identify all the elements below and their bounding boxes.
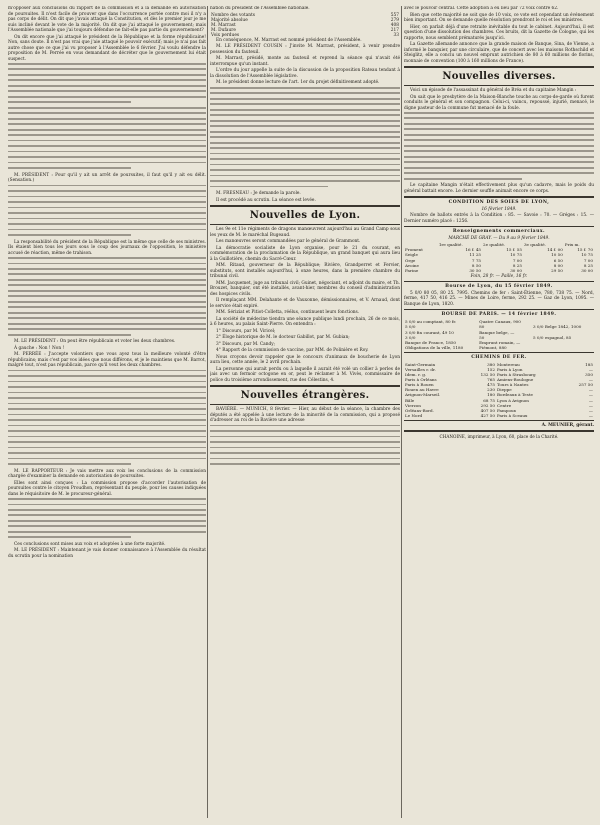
table-cell: Paris à Rouen xyxy=(405,382,434,388)
paragraph: Nombre de ballots entrés à la Condition : 85. — Savoie : 70. — Gréges : 15. — Dernier numéro placé : 1256. xyxy=(404,213,594,224)
table-cell: Obligations de la ville, 1180 xyxy=(405,344,464,350)
column-middle xyxy=(210,6,400,818)
table-cell: Vierzon xyxy=(405,402,421,408)
paragraph: 5 0/0 80 05, 80 25. 7995. Chemins de fer : Saint-Étienne, 780, 738 75. — Nord, ferme, 417 50, 416 25. — Mines de Loire, ferme, 292 25. — Gaz de Lyon, 1095. — Banque de Lyon, 1820. xyxy=(404,290,594,307)
paragraph: MM. Ritaud, gouverneur de la République; Rivière, Grandperret et Fervier, substituts, sont installés aujourd'hui, à onze heures, dans la première chambre du tribunal civil. xyxy=(210,263,400,280)
section-heading-etrangeres: Nouvelles étrangères. xyxy=(240,390,370,402)
table-cell: Centre xyxy=(496,402,512,408)
paragraph: M. LE PRÉSIDENT : On peut être républicain et voter les deux chambres. xyxy=(14,339,176,345)
paragraph: Nous croyons devoir rappeler que le concours d'animaux de boucherie de Lyon aura lieu, cette année, le 2 avril prochain. xyxy=(210,354,400,366)
table-cell: 152 xyxy=(487,367,495,373)
paragraph: Elles sont ainsi conçues : La commission propose d'accorder l'autorisation de poursuites contre le citoyen Proudhon, représentant du peuple, pour les causes indiquées dans le réquisitoire de M. le procureur-général. xyxy=(8,480,206,497)
section-divider xyxy=(404,66,594,68)
column-divider xyxy=(207,6,208,818)
table-cell: M. Dufaure xyxy=(211,27,236,33)
table-cell: 180 xyxy=(487,392,495,398)
table-cell: 29 50 xyxy=(551,267,563,273)
section-divider xyxy=(210,224,400,225)
table-cell: 765 xyxy=(487,377,495,383)
table-cell: 33 xyxy=(393,32,399,38)
paragraph: 2° Éloge historique de M. le docteur Gabillot, par M. Gubian; xyxy=(216,335,350,341)
column-right xyxy=(404,6,594,818)
table-cell: Paris à Strasbourg xyxy=(496,372,536,378)
table-cell: — xyxy=(588,407,593,413)
paragraph: Hier, on parlait déjà d'une retraite inévitable du tout le cabinet. Aujourd'hui, il est question d'une dissolution des chambres. Ces bruits, dit la Gazette de Cologne, qui les rapporte, nous semblent prématurés jusqu'ici. xyxy=(404,24,594,41)
table-cell: Banque belge, — xyxy=(479,329,515,335)
paragraph: m'opposer aux conclusions du rapport de la commission et à la demande en autorisation de poursuites. Il n'est facile de prouver que dans l'occurrence portée contre moi il n'y a pas corps de délit. On dit que j'avais attaqué la Constitution, et dès le premier jour je me suis incliné devant le vote de la majorité. On dit que j'ai attaqué le gouvernement; mais l'Assemblée nationale que j'ai toujours défendue ne fait-elle pas partie du gouvernement? xyxy=(8,6,206,33)
paragraph: M. PRÉSIDENT : Pour qu'il y ait un arrêt de poursuites, il faut qu'il y ait eu délit. (Sensation.) xyxy=(8,172,206,184)
table-cell: Paris à Lyon xyxy=(496,367,523,373)
table-cell: 7 75 xyxy=(471,257,482,263)
table-cell: 5 0/0 espagnol, 85 xyxy=(533,334,572,340)
vote-results-table xyxy=(210,13,400,38)
section-divider xyxy=(210,404,400,405)
table-cell: 16 f. 45 xyxy=(465,247,482,253)
table-cell: Farine xyxy=(405,267,419,273)
table-cell: Versailles r. dr. xyxy=(405,367,436,373)
paragraph: On sait que le presbytère de la Maison-Blanche touche au corps-de-garde où furent conduits le général et son compagnon. Celui-ci, vaincu, repoussé, injurié, menacé, le digne pasteur de la commune fut menacé de la foule. xyxy=(404,94,594,111)
column-divider xyxy=(401,6,402,818)
table-cell: Montereau xyxy=(496,361,520,367)
table-cell: 11 25 xyxy=(469,252,482,258)
continued-text xyxy=(8,63,206,169)
table-cell: Orge xyxy=(405,257,416,263)
section-divider xyxy=(404,309,594,310)
table-cell: 30 00 xyxy=(581,267,593,273)
paragraph: M. LE PRÉSIDENT : Maintenant je vais donner connaissance à l'Assemblée du résultat du scrutin pour la nomination xyxy=(8,548,206,559)
section-divider xyxy=(404,85,594,86)
table-cell: 10 75 xyxy=(581,252,593,258)
bourse-lyon-heading: Bourse de Lyon, du 15 février 1849. xyxy=(445,283,553,289)
paragraph: À gauche : Non ! Non ! xyxy=(14,345,65,351)
table-cell: Voix perdues xyxy=(211,32,240,38)
table-cell: 68 75 xyxy=(483,397,495,403)
market-subheading: MARCHÉ DE GRAY. — Du 9 au 9 février 1849. xyxy=(448,236,550,242)
table-cell: Amiens-Boulogne xyxy=(496,377,534,383)
paragraph: 4° Rapport de la commission de vaccine, par MM. de Polinière et Roy. xyxy=(216,348,369,354)
table-cell: 7 00 xyxy=(583,257,593,263)
section-divider xyxy=(404,430,594,432)
table-cell: 30 50 xyxy=(469,267,482,273)
table-cell: 230 xyxy=(487,387,495,393)
table-cell: Banque de France, 1850 xyxy=(405,339,457,345)
table-cell: Quatre Canaux, 900 xyxy=(479,319,521,325)
commerce-heading: Renseignements commerciaux. xyxy=(452,229,546,235)
fodder-note: Foin, 28 fr. — Paille, 16 fr. xyxy=(470,273,528,279)
continued-text xyxy=(8,370,206,465)
bourse-row xyxy=(404,345,594,350)
table-cell: Tours à Nantes xyxy=(496,382,529,388)
table-cell: 407 50 xyxy=(480,407,495,413)
signature: A. MEUNIER, gérant. xyxy=(541,422,594,428)
paragraph: La société de médecine tiendra une séance publique lundi prochain, 26 de ce mois, à 6 heures, au palais Saint-Pierre. On entendra : xyxy=(210,316,400,328)
table-cell: 132 50 xyxy=(480,372,495,378)
table-cell: 5 0/0 xyxy=(405,324,416,330)
table-cell: Avignon-Marseil. xyxy=(405,392,441,398)
table-cell: Piémont, 880 xyxy=(479,344,507,350)
railway-row xyxy=(404,413,594,418)
table-cell: Seigle xyxy=(405,252,418,258)
table-cell: 3 0/0 xyxy=(405,334,416,340)
paragraph: Les manœuvres seront commandées par le général de Grammont. xyxy=(216,239,361,245)
section-divider xyxy=(404,226,594,227)
paragraph: avec le pouvoir central. Cette adoption a eu lieu par 72 voix contre 62. xyxy=(404,6,559,11)
section-divider xyxy=(210,205,400,207)
table-cell: 2e qualité. xyxy=(483,242,506,248)
continued-text xyxy=(8,185,206,236)
paragraph: La personne qui aurait perdu ou à laquelle il aurait été volé un collier à perles de jais avec un fermoir octogone en or, peut le réclamer à M. Vivès, commissaire de police du troisième arrondissement, rue des Célestins, 4. xyxy=(210,366,400,383)
table-cell: Bâle xyxy=(405,397,415,403)
table-cell: 217 xyxy=(390,27,399,33)
table-cell: 8 25 xyxy=(583,262,593,268)
table-cell: 292 50 xyxy=(480,402,495,408)
table-cell: 10 75 xyxy=(510,252,522,258)
table-cell: 8 25 xyxy=(512,262,522,268)
table-cell: 15 f. 55 xyxy=(506,247,522,253)
paragraph: 3° Discours, par M. Candy; xyxy=(216,341,276,347)
table-cell: 15 f. 70 xyxy=(577,247,593,253)
paragraph: MM. Jacquemet, juge au tribunal civil; Guinet, négociant, et adjoint du maire, et Th. Brouzet, banquier, ont été installés, avant-hier, membres du conseil d'administration des hospices civils. xyxy=(210,280,400,297)
table-cell: 427 50 xyxy=(480,412,495,418)
paragraph: Les 9e et 11e régiments de dragons manœuvrent aujourd'hui au Grand Camp sous les yeux de M. le maréchal Bugeaud. xyxy=(210,227,400,238)
paragraph: M. le président donne lecture de l'art. 1er du projet définitivement adopté. xyxy=(216,80,380,86)
column-left xyxy=(8,6,206,818)
continued-text xyxy=(8,257,206,335)
soies-heading: CONDITION DES SOIES DE LYON, xyxy=(448,200,550,206)
soies-date: 16 février 1849. xyxy=(481,207,517,213)
table-cell: 8 00 xyxy=(553,262,563,268)
table-cell: Paris à Sceaux xyxy=(496,412,528,418)
table-cell: — xyxy=(588,402,593,408)
paragraph: L'ordre du jour appelle la suite de la discussion de la proposition Rateau tendant à la dissolution de l'Assemblée législative. xyxy=(210,68,400,79)
table-cell: Orléans-Bord. xyxy=(405,407,434,413)
table-cell: 3 0/0 Belge 1842, 1000 xyxy=(533,324,582,330)
section-divider xyxy=(404,352,594,353)
table-cell: 80 xyxy=(479,324,485,330)
table-cell: Majorité absolue xyxy=(211,17,248,23)
railways-heading: CHEMINS DE FER. xyxy=(471,354,527,360)
table-cell: 5 0/0 au comptant, 80 fr. xyxy=(405,319,457,325)
bourse-paris-table xyxy=(404,319,594,350)
printer-imprint: CHANOINE, imprimeur, à Lyon, 60, place de la Charité. xyxy=(439,433,559,439)
table-cell: — xyxy=(588,387,593,393)
table-cell: Avoine xyxy=(405,262,419,268)
table-cell: Fampoux xyxy=(496,407,516,413)
continued-text xyxy=(404,112,594,180)
table-cell: 10 50 xyxy=(551,252,563,258)
paragraph: 1° Discours, par M. Viricel; xyxy=(216,328,276,334)
paragraph: La démocratie socialiste de Lyon organise, pour le 21 du courant, en commémoration de la proclamation de la République, un grand banquet qui aura lieu à la Guillotière, chemin du Sacré-Cœur. xyxy=(210,245,400,262)
table-cell: Idem. r. g. xyxy=(405,372,427,378)
paragraph: Il est procédé au scrutin. La séance est levée. xyxy=(216,197,316,203)
table-cell: Prix m. xyxy=(564,242,580,248)
table-cell: Lyon à Avignon xyxy=(496,397,529,403)
table-cell: 30 00 xyxy=(510,267,522,273)
table-cell: 185 xyxy=(585,361,593,367)
grain-prices-table xyxy=(404,242,594,273)
table-cell: — xyxy=(588,377,593,383)
grain-row xyxy=(404,268,594,273)
table-cell: — xyxy=(588,392,593,398)
paragraph: Bien que cette majorité ne soit que de 10 voix, ce vote est cependant un événement bien important. On se demande quelle résolution prendront le roi et les ministres. xyxy=(404,12,594,23)
table-cell: Le Nord xyxy=(405,412,423,418)
paragraph: On dit encore que j'ai attaqué le président de la République et la forme républicaine! Non, sans doute. Il n'est pas vrai que j'aie attaqué le pouvoir exécutif; mais je n'ai pas fait autre chose que ce que j'ai vu proposer à l'Assemblée le 6 février. J'ai voulu défendre la proposition de M. Perrée en vous demandant de décréter que le gouvernement lui était suspect. xyxy=(8,34,206,62)
table-cell: 50 xyxy=(479,334,485,340)
continued-text xyxy=(210,425,400,465)
table-cell: — xyxy=(588,412,593,418)
paragraph: M. FRESNEAU : Je demande la parole. xyxy=(216,191,301,197)
paragraph: Ces conclusions sont mises aux voix et adoptées à une forte majorité. xyxy=(14,541,166,547)
paragraph: nation du président de l'Assemblée nationale. xyxy=(210,6,310,11)
table-cell: 14 f. 00 xyxy=(547,247,563,253)
table-cell: Paris à Orléans xyxy=(405,377,437,383)
table-cell: Nombre des votants xyxy=(211,12,256,18)
paragraph: M. PERRÉE : J'accepte volontiers que vous ayez tous la meilleure volonté d'être républicains; mais c'est par vos idées que nous différons, et je le maintiens que M. Barrot, malgré tout, n'est pas républicain, parce qu'il veut les deux chambres. xyxy=(8,352,206,369)
table-cell: Froment xyxy=(405,247,423,253)
section-divider xyxy=(210,385,400,387)
railways-table xyxy=(404,362,594,418)
section-heading-diverses: Nouvelles diverses. xyxy=(442,71,556,82)
table-cell: Saint-Germain xyxy=(405,361,436,367)
paragraph: M. LE RAPPORTEUR : Je vais mettre aux voix les conclusions de la commission chargée d'examiner la demande en autorisation de poursuites. xyxy=(8,468,206,480)
table-cell: 279 xyxy=(390,17,399,23)
table-cell: Rouen au Havre xyxy=(405,387,439,393)
paragraph: La Gazette allemande annonce que la grande maison de Banque, Sina, de Vienne, a informé le banquier, par une circulaire, que de concert avec les maisons Rothschild et Steiglitz, elle a conclu un nouvel emprunt autrichien de 80 à 60 millions de florins, monnaie de convention (100 à 160 millions de France). xyxy=(404,42,594,64)
table-cell: M. Marrast xyxy=(211,22,236,28)
bourse-paris-heading: BOURSE DE PARIS. — 14 février 1849. xyxy=(441,312,557,318)
paragraph: MM. Sériziat et Pitiot-Colletta, réélus, continuent leurs fonctions. xyxy=(216,310,360,316)
paragraph: M. LE PRÉSIDENT COUSIN : J'invite M. Marrast, président, à venir prendre possession du fauteuil. xyxy=(210,44,400,55)
paragraph: La responsabilité du président de la République est la même que celle de ses ministres. Ils étaient bien tous les jours sous le coup des journaux de l'opposition, le ministère accusé de réaction, même de trahison. xyxy=(8,239,206,256)
table-cell: Dieppe xyxy=(496,387,512,393)
table-cell: 557 xyxy=(390,12,399,18)
table-cell: 257 50 xyxy=(578,382,593,388)
table-cell: 6 50 xyxy=(553,257,563,263)
table-cell: 7 00 xyxy=(512,257,522,263)
paragraph: Le capitaine Mangin n'était effectivement plus qu'un cadavre, mais le poids du général battait encore. Le dernier souffle animait encore ce corps. xyxy=(404,183,594,194)
section-divider xyxy=(404,420,594,421)
continued-text xyxy=(210,87,400,187)
section-divider xyxy=(404,196,594,198)
table-cell: 380 xyxy=(487,361,495,367)
paragraph: Il remplaçant MM. Delahante et de Vauxonne, démissionnaires, et V. Arnaud, dont le service était expiré. xyxy=(210,298,400,309)
table-cell: 350 xyxy=(585,372,593,378)
table-cell: — xyxy=(588,397,593,403)
table-cell: 3 0/0 fin courant, 49 10 xyxy=(405,329,454,335)
section-heading-lyon: Nouvelles de Lyon. xyxy=(249,210,361,222)
paragraph: Voici un épisode de l'assassinat du général de Bréa et du capitaine Mangin : xyxy=(410,88,577,93)
table-cell: 1re qualité. xyxy=(438,242,463,248)
paragraph: M. Marrast, présidé, monte au fauteuil et reprend la séance qui n'avait été interrompue qu'un instant. xyxy=(210,56,400,67)
table-cell: 3e qualité. xyxy=(523,242,546,248)
table-cell: 8 50 xyxy=(471,262,482,268)
table-cell: 475 xyxy=(487,382,495,388)
paragraph: BAVIÈRE. — MUNICH, 8 février. — Hier, au début de la séance, la chambre des députés a été appelée à une lecture de la minorité de la commission, qui a proposé d'adresser au roi de la Bavière une adresse xyxy=(210,407,400,424)
table-cell: — xyxy=(588,367,593,373)
table-cell: 408 xyxy=(390,22,399,28)
table-cell: Emprunt romain, — xyxy=(479,339,521,345)
paragraph: En conséquence, M. Marrast est nommé président de l'Assemblée. xyxy=(216,37,362,43)
section-divider xyxy=(404,281,594,282)
table-cell: Bordeaux à Teste xyxy=(496,392,533,398)
continued-text xyxy=(8,498,206,538)
